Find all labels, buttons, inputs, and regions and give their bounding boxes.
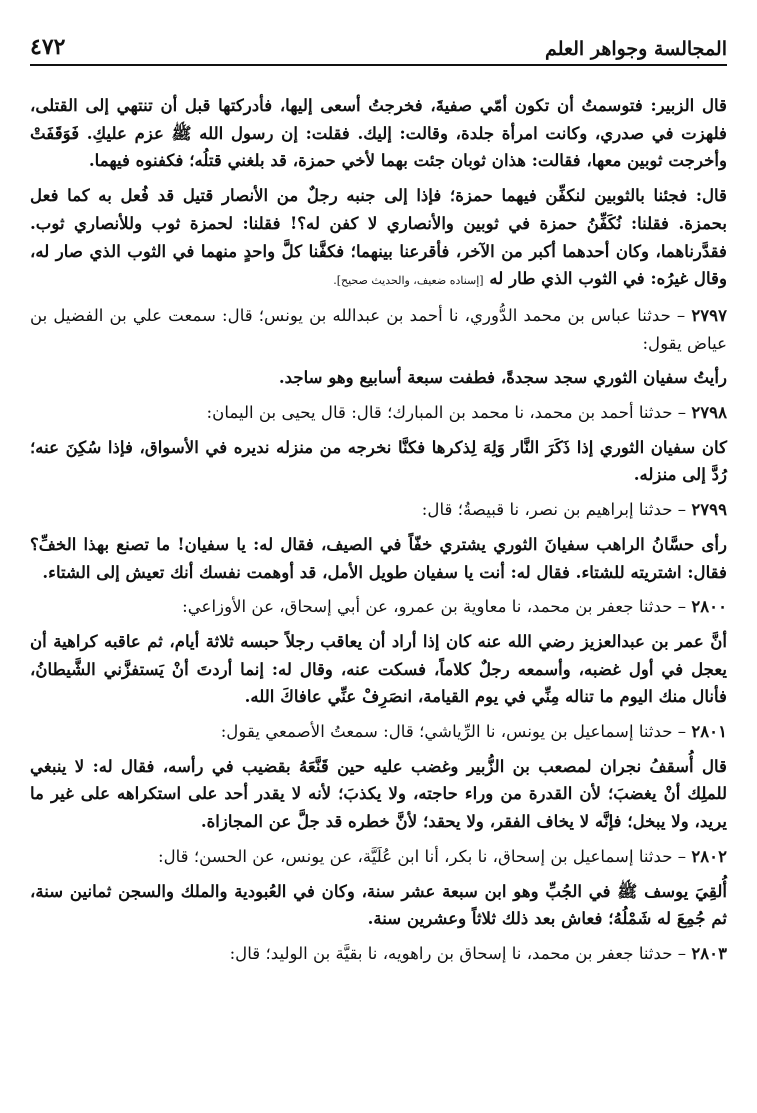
page-number: ٤٧٢ [30,34,66,60]
book-page [30,0,727,1113]
hadith-number: ٢٧٩٨ [691,402,727,423]
paragraph: رأى حسَّانُ الراهب سفيانَ الثوري يشتري خفّاً في الصيف، فقال له: يا سفيان! ما تصنع بهذا الخفِّ؟ فقال: اشتريته للشتاء. فقال له: أنت يا سفيان طويل الأمل، قد أوهمت نفسك أنك تعيش إلى الشتاء. [30,533,727,582]
paragraph: كان سفيان الثوري إذا ذَكَرَ النَّار وَلِهَ لِذكرها فكنَّا نخرجه من منزله نديره في الأسواق، فإذا سُكِنَ عنه؛ رُدَّ إلى منزله. [30,436,727,485]
page-body [30,92,727,975]
hadith-number: ٢٨٠٣ [691,942,727,963]
paragraph: قال: فجئنا بالثوبين لنكفِّن فيهما حمزة؛ فإذا إلى جنبه رجلٌ من الأنصار قتيل قد فُعل به كما فعل بحمزة. فقلنا: نُكَفِّنُ حمزة في ثوبين والأنصاري لا كفن له؟! فقلنا: لحمزة ثوب وللأنصاري ثوب. فقدَّرناهما، وكان أحدهما أكبر من الآخر، فأقرعنا بينهما؛ فكفَّنا كلَّ واحدٍ منهما في الثوب الذي صار له، وقال غيرُه: في الثوب الذي طار له [إسناده ضعيف، والحديث صحيح]. [30,185,727,289]
book-title: المجالسة وجواهر العلم [545,38,727,60]
paragraph: أُلقِيَ يوسف ﷺ في الجُبِّ وهو ابن سبعة عشر سنة، وكان في العُبودية والملك والسجن ثمانين سنة، ثم جُمِعَ له شَمْلُهُ؛ فعاش بعد ذلك ثلاثاً وعشرين سنة. [30,880,727,929]
paragraph: أنَّ عمر بن عبدالعزيز رضي الله عنه كان إذا أراد أن يعاقب رجلاً حبسه ثلاثة أيام، ثم عاقبه كراهية أن يعجل في أول غضبه، وأسمعه رجلٌ كلاماً، فسكت عنه، وقال له: إنما أردتَ أنْ يَستفزَّني الشَّيطانُ، فأنال منك اليوم ما تناله مِنِّي في يوم القيامة، انصَرِفْ عنِّي عافاكَ الله. [30,630,727,707]
isnad-line: ٢٧٩٨ – حدثنا أحمد بن محمد، نا محمد بن المبارك؛ قال: قال يحيى بن اليمان: [206,402,727,423]
isnad-line: ٢٧٩٩ – حدثنا إبراهيم بن نصر، نا قبيصةُ؛ قال: [421,499,727,520]
grading-note: [إسناده ضعيف، والحديث صحيح]. [333,274,484,288]
hadith-number: ٢٨٠٢ [691,845,727,866]
paragraph: رأيتُ سفيان الثوري سجد سجدةً، فطفت سبعة أسابيع وهو ساجد. [278,367,727,388]
page-header [30,30,727,66]
isnad-line: ٢٨٠٣ – حدثنا جعفر بن محمد، نا إسحاق بن راهويه، نا بقيَّة بن الوليد؛ قال: [229,942,727,963]
hadith-number: ٢٧٩٧ [691,304,727,325]
isnad-line: ٢٨٠١ – حدثنا إسماعيل بن يونس، نا الرِّياشي؛ قال: سمعتُ الأصمعي يقول: [220,721,727,742]
hadith-number: ٢٧٩٩ [691,499,727,520]
hadith-number: ٢٨٠٠ [691,596,727,617]
isnad-line: ٢٨٠٢ – حدثنا إسماعيل بن إسحاق، نا بكر، أنا ابن عُلَيَّة، عن يونس، عن الحسن؛ قال: [157,845,727,866]
isnad-line: ٢٧٩٧ – حدثنا عباس بن محمد الدُّوري، نا أحمد بن عبدالله بن يونس؛ قال: سمعت علي بن الفضيل بن عياض يقول: [30,304,727,353]
paragraph: قال أُسقفُ نجران لمصعب بن الزُّبير وغضب عليه حين قَنَّعَهُ بقضيب في رأسه، فقال له: لا ينبغي للملِك أنْ يغضبَ؛ لأن القدرة من وراء حاجته، ولا يكذبَ؛ لأنه لا يقدر أحد على استكراهه على غير ما يريد، ولا يبخل؛ فإنَّه لا يخاف الفقر، ولا يحقد؛ لأنَّ خطره قد جلَّ عن المجازاة. [30,755,727,832]
paragraph: قال الزبير: فتوسمتُ أن تكون أمّي صفيةَ، فخرجتُ أسعى إليها، فأدركتها قبل أن تنتهي إلى القتلى، فلهزت في صدري، وكانت امرأة جلدة، وقالت: إليك. فقلت: إن رسول الله ﷺ عزم عليكِ. فَوَقَفَتْ وأخرجت ثوبين معها، فقالت: هذان ثوبان جئت بهما لأخي حمزة، قد بلغني قتلُه؛ فكفنوه فيهما. [30,95,727,171]
isnad-line: ٢٨٠٠ – حدثنا جعفر بن محمد، نا معاوية بن عمرو، عن أبي إسحاق، عن الأوزاعي: [182,596,727,617]
hadith-number: ٢٨٠١ [691,721,727,742]
